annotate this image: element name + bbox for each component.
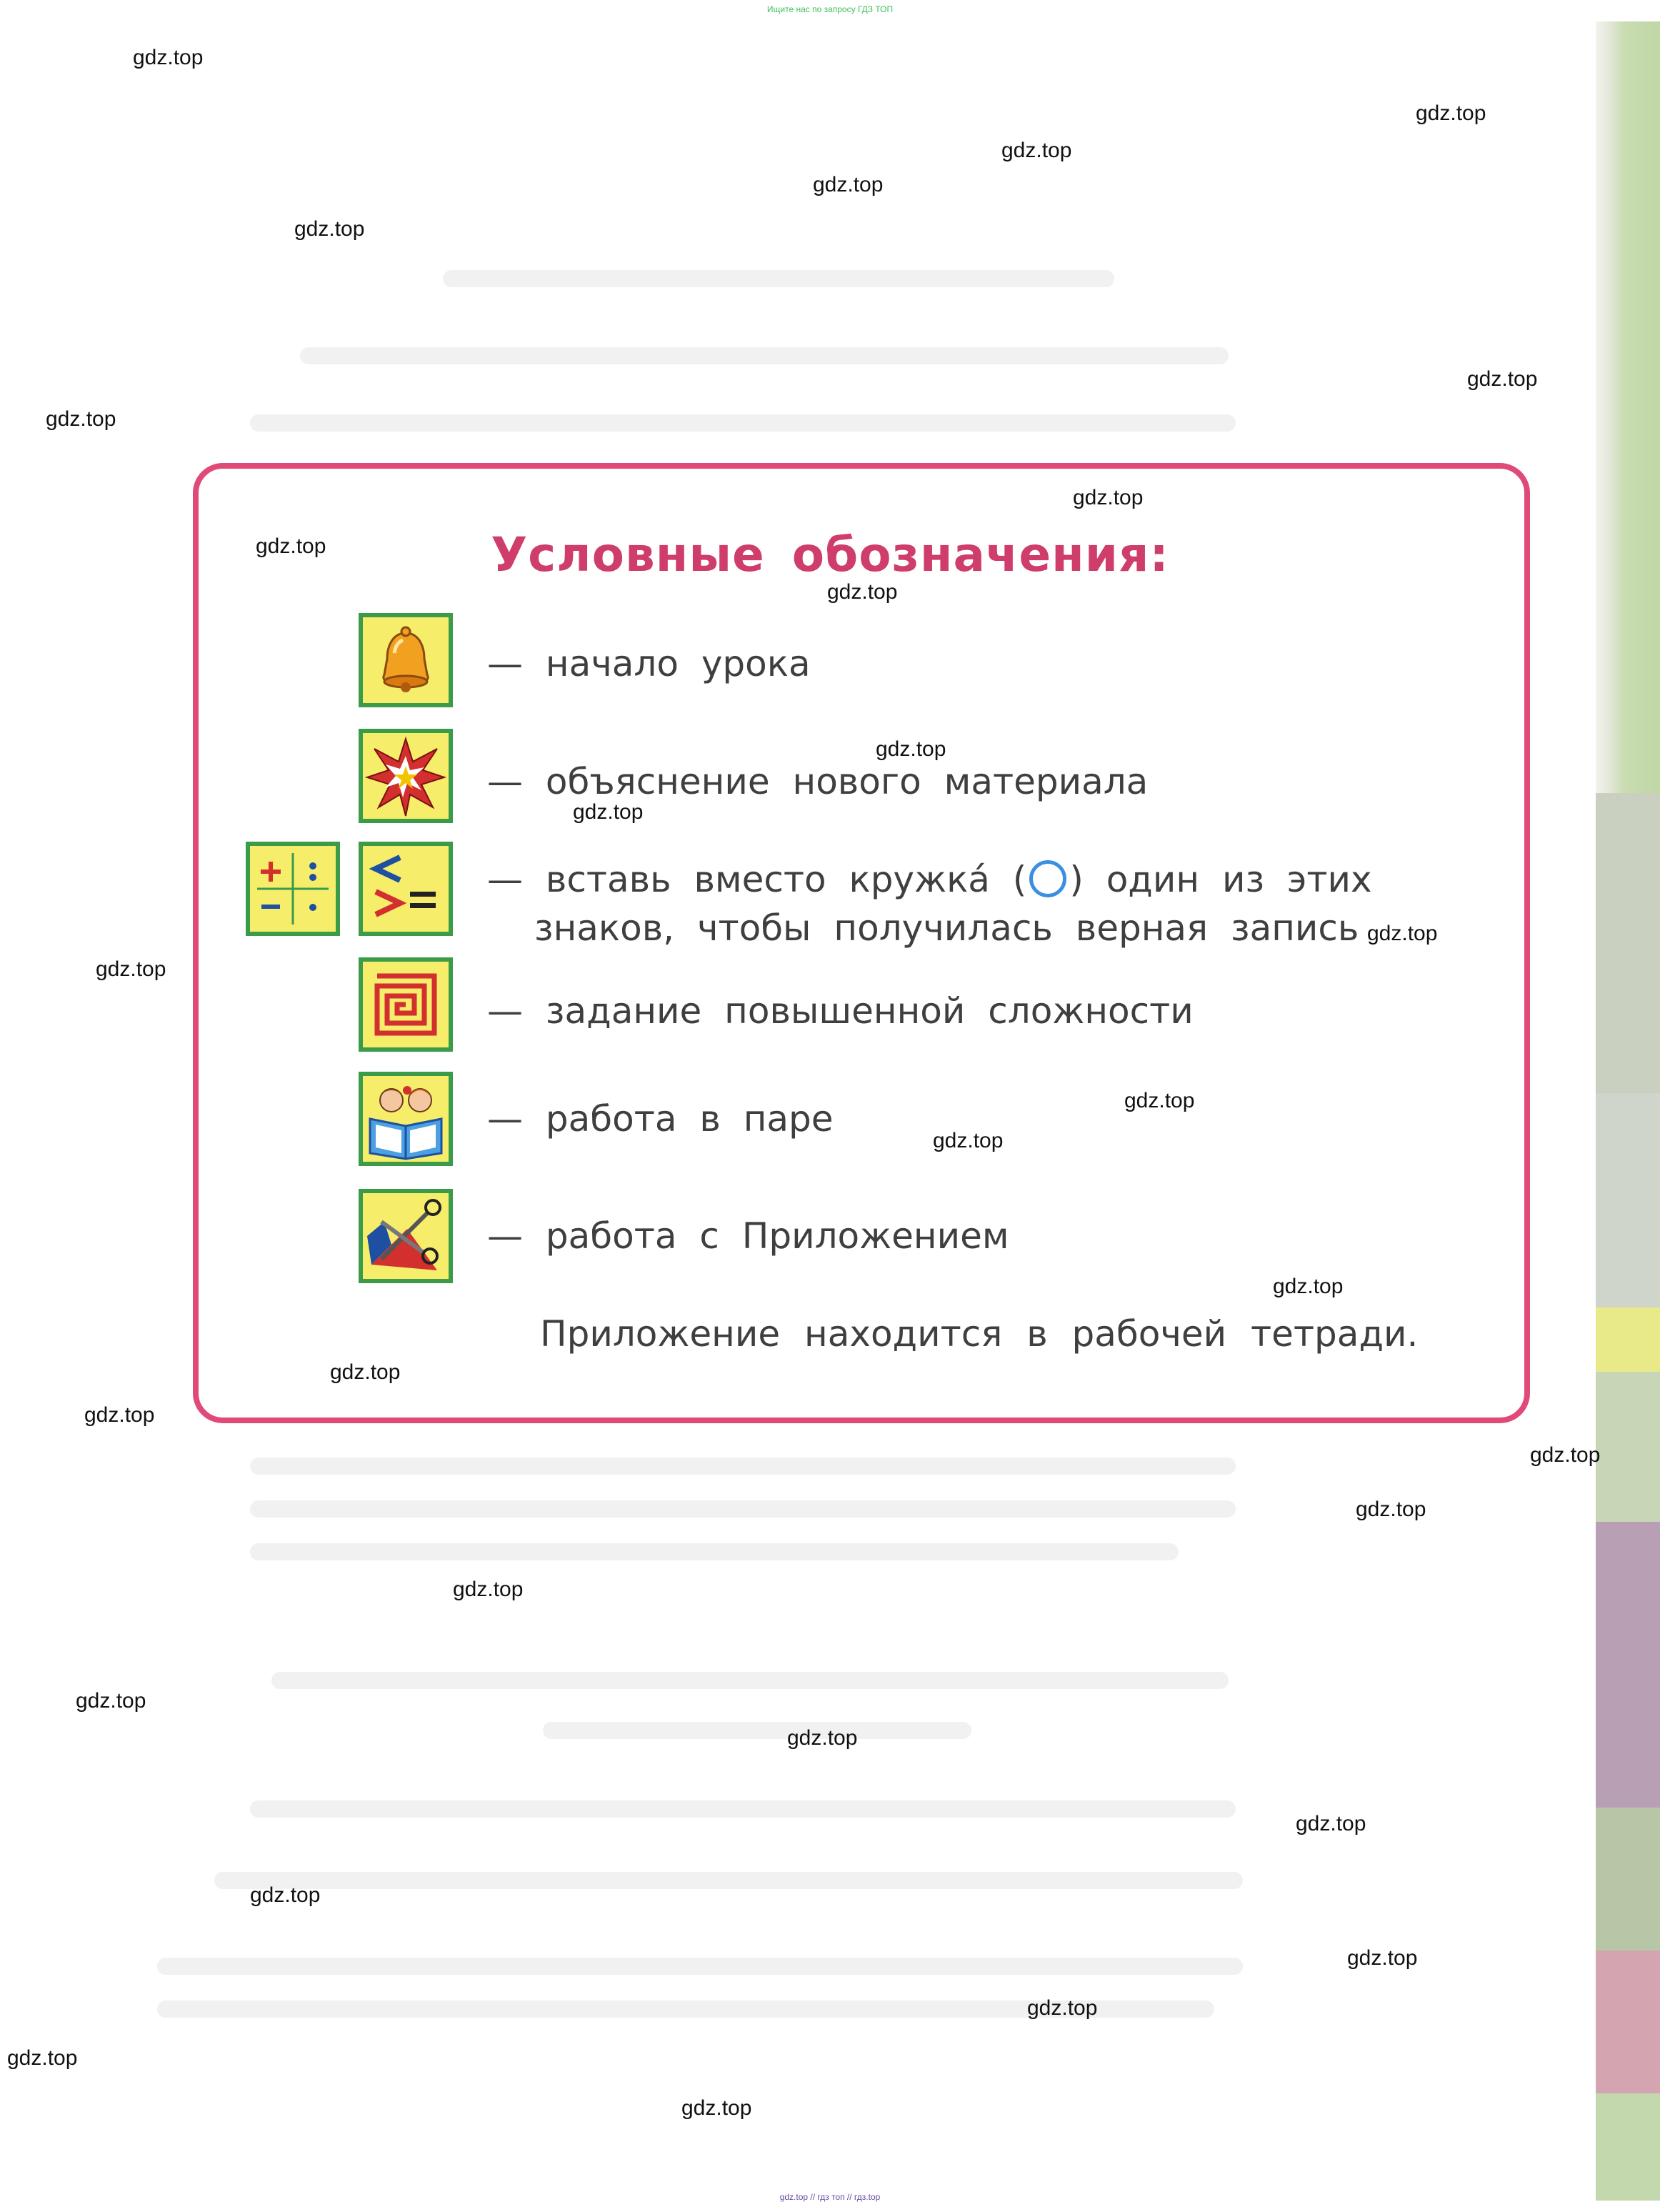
bell-icon bbox=[359, 613, 453, 707]
legend-item-insert-sign bbox=[487, 859, 1372, 900]
watermark: gdz.top bbox=[827, 580, 898, 604]
watermark: gdz.top bbox=[1347, 1946, 1418, 1970]
watermark: gdz.top bbox=[330, 1360, 401, 1384]
page-edge-strip bbox=[1596, 21, 1660, 2179]
plus-minus-multiply-divide-icon bbox=[246, 842, 340, 936]
legend-item-new-material: — объяснение нового материала bbox=[487, 761, 1149, 802]
watermark: gdz.top bbox=[813, 173, 884, 196]
watermark: gdz.top bbox=[7, 2046, 78, 2070]
watermark: gdz.top bbox=[250, 1883, 321, 1907]
watermark: gdz.top bbox=[933, 1129, 1004, 1152]
watermark: gdz.top bbox=[787, 1726, 858, 1750]
watermark: gdz.top bbox=[84, 1403, 155, 1427]
search-hint-note: Ищите нас по запросу ГДЗ ТОП bbox=[766, 4, 894, 14]
watermark: gdz.top bbox=[294, 217, 365, 241]
watermark: gdz.top bbox=[256, 534, 326, 558]
watermark: gdz.top bbox=[133, 46, 204, 69]
star-burst-icon bbox=[359, 729, 453, 823]
legend-item-pair-work: — работа в паре bbox=[487, 1098, 834, 1140]
watermark: gdz.top bbox=[1124, 1089, 1195, 1112]
appendix-note: Приложение находится в рабочей тетради. bbox=[540, 1313, 1419, 1355]
watermark: gdz.top bbox=[1001, 139, 1072, 162]
watermark: gdz.top bbox=[1073, 486, 1144, 509]
legend-item-lesson-start: — начало урока bbox=[487, 643, 811, 684]
watermark: gdz.top bbox=[96, 957, 166, 981]
watermark: gdz.top bbox=[1027, 1996, 1098, 2020]
legend-item-insert-sign-line2: знаков, чтобы получилась верная запись bbox=[534, 907, 1359, 949]
legend-title: Условные обозначения: bbox=[491, 527, 1169, 582]
watermark: gdz.top bbox=[1367, 922, 1438, 945]
watermark: gdz.top bbox=[876, 737, 946, 761]
scissors-icon bbox=[359, 1189, 453, 1283]
watermark: gdz.top bbox=[1530, 1443, 1601, 1467]
watermark: gdz.top bbox=[681, 2096, 752, 2120]
watermark: gdz.top bbox=[1273, 1275, 1344, 1298]
watermark: gdz.top bbox=[1296, 1812, 1366, 1835]
legend-item-appendix-work: — работа с Приложением bbox=[487, 1215, 1009, 1257]
watermark: gdz.top bbox=[1416, 101, 1486, 125]
legend-item-hard-task: — задание повышенной сложности bbox=[487, 990, 1194, 1032]
watermark: gdz.top bbox=[1467, 367, 1538, 391]
two-children-reading-icon bbox=[359, 1072, 453, 1166]
watermark: gdz.top bbox=[76, 1689, 146, 1713]
watermark: gdz.top bbox=[1356, 1498, 1426, 1521]
footer-note: gdz.top // гдз топ // гдз.top bbox=[779, 2192, 881, 2202]
circle-placeholder-icon bbox=[1029, 860, 1066, 897]
insert-sign-text-start: — вставь вместо кружка́ ( bbox=[487, 859, 1027, 900]
less-greater-equal-icon bbox=[359, 842, 453, 936]
insert-sign-text-end: ) один из этих bbox=[1069, 859, 1372, 900]
watermark: gdz.top bbox=[453, 1578, 524, 1601]
spiral-maze-icon bbox=[359, 957, 453, 1052]
watermark: gdz.top bbox=[46, 407, 116, 431]
watermark: gdz.top bbox=[573, 800, 644, 824]
